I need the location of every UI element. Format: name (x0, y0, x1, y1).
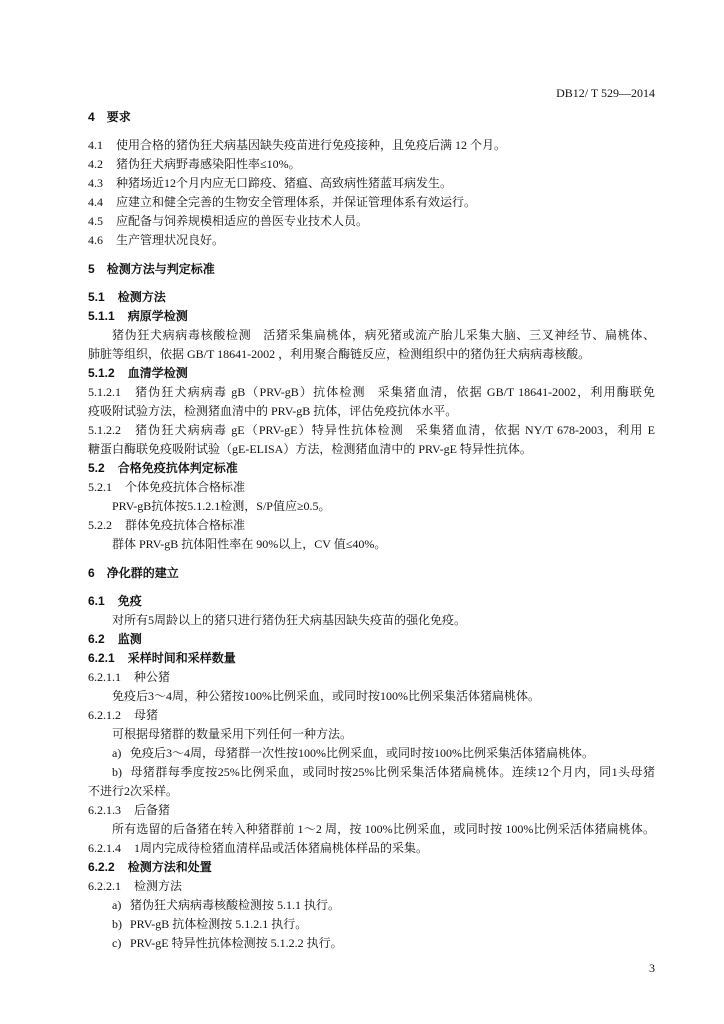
list-text: 猪伪狂犬病病毒核酸检测按 5.1.1 执行。 (130, 898, 341, 912)
subclause-number: 6.2 (88, 632, 105, 646)
list-label: a) (112, 898, 122, 912)
item-text: 种猪场近12个月内应无口蹄疫、猪瘟、高致病性猪蓝耳病发生。 (116, 176, 453, 190)
requirement-item (88, 231, 655, 250)
paragraph-lead: 猪伪狂犬病病毒核酸检测 (112, 328, 252, 342)
paragraph-text: 采集猪血清，依据 GB/T 18641-2002，利用酶联免 (377, 385, 655, 399)
paragraph-line (88, 839, 655, 858)
subclause-heading (88, 801, 655, 820)
list-item (88, 915, 655, 934)
paragraph-line (88, 421, 655, 440)
item-number: 4.1 (88, 138, 103, 152)
list-item (88, 763, 655, 782)
paragraph-line (88, 611, 655, 630)
clause-title: 要求 (106, 110, 131, 124)
subclause-heading (88, 478, 655, 497)
subclause-heading (88, 706, 655, 725)
subclause-title: 合格免疫抗体判定标准 (117, 461, 238, 475)
list-text: PRV-gE 特异性抗体检测按 5.1.2.2 执行。 (130, 936, 343, 950)
clause-number: 6 (88, 566, 95, 580)
paragraph-text: 糖蛋白酶联免疫吸附试验（gE-ELISA）方法，检测猪血清中的 PRV-gE 特异性抗体。 (88, 442, 532, 456)
paragraph-line (88, 725, 655, 744)
clause-4-heading (88, 108, 655, 127)
paragraph-text: 疫吸附试验方法，检测猪血清中的 PRV-gB 抗体，评估免疫抗体水平。 (88, 404, 458, 418)
list-label: a) (112, 746, 122, 760)
paragraph-text: 免疫后3～4周，种公猪按100%比例采血，或同时按100%比例采集活体猪扁桃体。 (112, 689, 540, 703)
subclause-number: 6.2.1.4 (88, 841, 121, 855)
list-item (88, 896, 655, 915)
subclause-heading (88, 459, 655, 478)
paragraph-line (88, 687, 655, 706)
standard-code-header: DB12/ T 529—2014 (556, 86, 655, 100)
list-text: 免疫后3～4周，母猪群一次性按100%比例采血，或同时按100%比例采集活体猪扁桃体。 (130, 746, 594, 760)
subclause-number: 6.1 (88, 594, 105, 608)
page-content (88, 108, 655, 953)
subclause-number: 5.1.2.1 (88, 385, 121, 399)
item-text: 使用合格的猪伪狂犬病基因缺失疫苗进行免疫接种，且免疫后满 12 个月。 (116, 138, 507, 152)
subclause-number: 6.2.1.2 (88, 708, 121, 722)
subclause-title: 病原学检测 (127, 309, 188, 323)
paragraph-lead: 猪伪狂犬病病毒 gE（PRV-gE）特异性抗体检测 (134, 423, 404, 437)
requirement-item (88, 174, 655, 193)
subclause-number: 5.1 (88, 290, 105, 304)
subclause-heading (88, 592, 655, 611)
subclause-number: 5.2.2 (88, 518, 112, 532)
subclause-heading (88, 649, 655, 668)
subclause-number: 6.2.1 (88, 651, 115, 665)
list-label: c) (112, 936, 122, 950)
item-number: 4.6 (88, 233, 103, 247)
subclause-number: 5.2 (88, 461, 105, 475)
subclause-title: 检测方法和处置 (127, 860, 212, 874)
item-number: 4.5 (88, 214, 103, 228)
paragraph-text: 对所有5周龄以上的猪只进行猪伪狂犬病基因缺失疫苗的强化免疫。 (112, 613, 467, 627)
subclause-title: 群体免疫抗体合格标准 (125, 518, 246, 532)
paragraph-line (88, 820, 655, 839)
paragraph-line (88, 326, 655, 345)
paragraph-line (88, 782, 655, 801)
paragraph-line (88, 383, 655, 402)
subclause-title: 血清学检测 (127, 366, 188, 380)
item-number: 4.4 (88, 195, 103, 209)
list-text: 母猪群每季度按25%比例采血，或同时按25%比例采集活体猪扁桃体。连续12个月内，同1头母猪 (130, 765, 655, 779)
subclause-title: 免疫 (117, 594, 142, 608)
clause-5-heading (88, 260, 655, 279)
list-label: b) (112, 765, 122, 779)
clause-number: 4 (88, 110, 95, 124)
requirement-item (88, 212, 655, 231)
subclause-title: 采样时间和采样数量 (127, 651, 236, 665)
subclause-title: 检测方法 (117, 290, 166, 304)
paragraph-text: 群体 PRV-gB 抗体阳性率在 90%以上，CV 值≤40%。 (112, 537, 387, 551)
subclause-title: 后备猪 (134, 803, 171, 817)
clause-6-heading (88, 564, 655, 583)
page-number: 3 (649, 961, 655, 975)
subclause-number: 5.1.2.2 (88, 423, 121, 437)
list-item (88, 934, 655, 953)
list-text: PRV-gB 抗体检测按 5.1.2.1 执行。 (130, 917, 308, 931)
subclause-heading (88, 307, 655, 326)
paragraph-line (88, 440, 655, 459)
subclause-heading (88, 668, 655, 687)
list-text: 不进行2次采样。 (88, 784, 179, 798)
item-text: 应配备与饲养规模相适应的兽医专业技术人员。 (116, 214, 369, 228)
requirement-item (88, 136, 655, 155)
subclause-title: 母猪 (134, 708, 159, 722)
paragraph-text: 活猪采集扁桃体，病死猪或流产胎儿采集大脑、三叉神经节、扁桃体、 (263, 328, 655, 342)
paragraph-text: 可根据母猪群的数量采用下列任何一种方法。 (112, 727, 353, 741)
subclause-heading (88, 288, 655, 307)
paragraph-text: 所有选留的后备猪在转入种猪群前 1～2 周，按 100%比例采血，或同时按 100%比例采活体猪扁桃体。 (112, 822, 655, 836)
item-text: 猪伪狂犬病野毒感染阳性率≤10%。 (116, 157, 301, 171)
list-label: b) (112, 917, 122, 931)
subclause-title: 检测方法 (134, 879, 183, 893)
clause-title: 检测方法与判定标准 (106, 262, 215, 276)
clause-title: 净化群的建立 (106, 566, 179, 580)
subclause-number: 6.2.2 (88, 860, 115, 874)
paragraph-line (88, 402, 655, 421)
item-text: 应建立和健全完善的生物安全管理体系，并保证管理体系有效运行。 (116, 195, 477, 209)
paragraph-line (88, 345, 655, 364)
paragraph-text: 1周内完成待检猪血清样品或活体猪扁桃体样品的采集。 (134, 841, 429, 855)
subclause-heading (88, 877, 655, 896)
subclause-title: 个体免疫抗体合格标准 (125, 480, 246, 494)
subclause-title: 种公猪 (134, 670, 171, 684)
requirement-item (88, 193, 655, 212)
paragraph-lead: 猪伪狂犬病病毒 gB（PRV-gB）抗体检测 (134, 385, 366, 399)
subclause-heading (88, 630, 655, 649)
paragraph-text: 肺脏等组织，依据 GB/T 18641-2002 ，利用聚合酶链反应，检测组织中的猪伪狂犬病病毒核酸。 (88, 347, 591, 361)
subclause-number: 6.2.2.1 (88, 879, 121, 893)
subclause-heading (88, 516, 655, 535)
subclause-heading (88, 858, 655, 877)
subclause-number: 5.2.1 (88, 480, 112, 494)
requirement-item (88, 155, 655, 174)
subclause-number: 5.1.1 (88, 309, 115, 323)
subclause-number: 6.2.1.3 (88, 803, 121, 817)
paragraph-line (88, 535, 655, 554)
paragraph-line (88, 497, 655, 516)
item-number: 4.2 (88, 157, 103, 171)
item-text: 生产管理状况良好。 (116, 233, 225, 247)
subclause-title: 监测 (117, 632, 142, 646)
subclause-number: 5.1.2 (88, 366, 115, 380)
item-number: 4.3 (88, 176, 103, 190)
paragraph-text: PRV-gB抗体按5.1.2.1检测，S/P值应≥0.5。 (112, 499, 331, 513)
subclause-number: 6.2.1.1 (88, 670, 121, 684)
paragraph-text: 采集猪血清，依据 NY/T 678-2003，利用 E (415, 423, 655, 437)
clause-number: 5 (88, 262, 95, 276)
list-item (88, 744, 655, 763)
subclause-heading (88, 364, 655, 383)
